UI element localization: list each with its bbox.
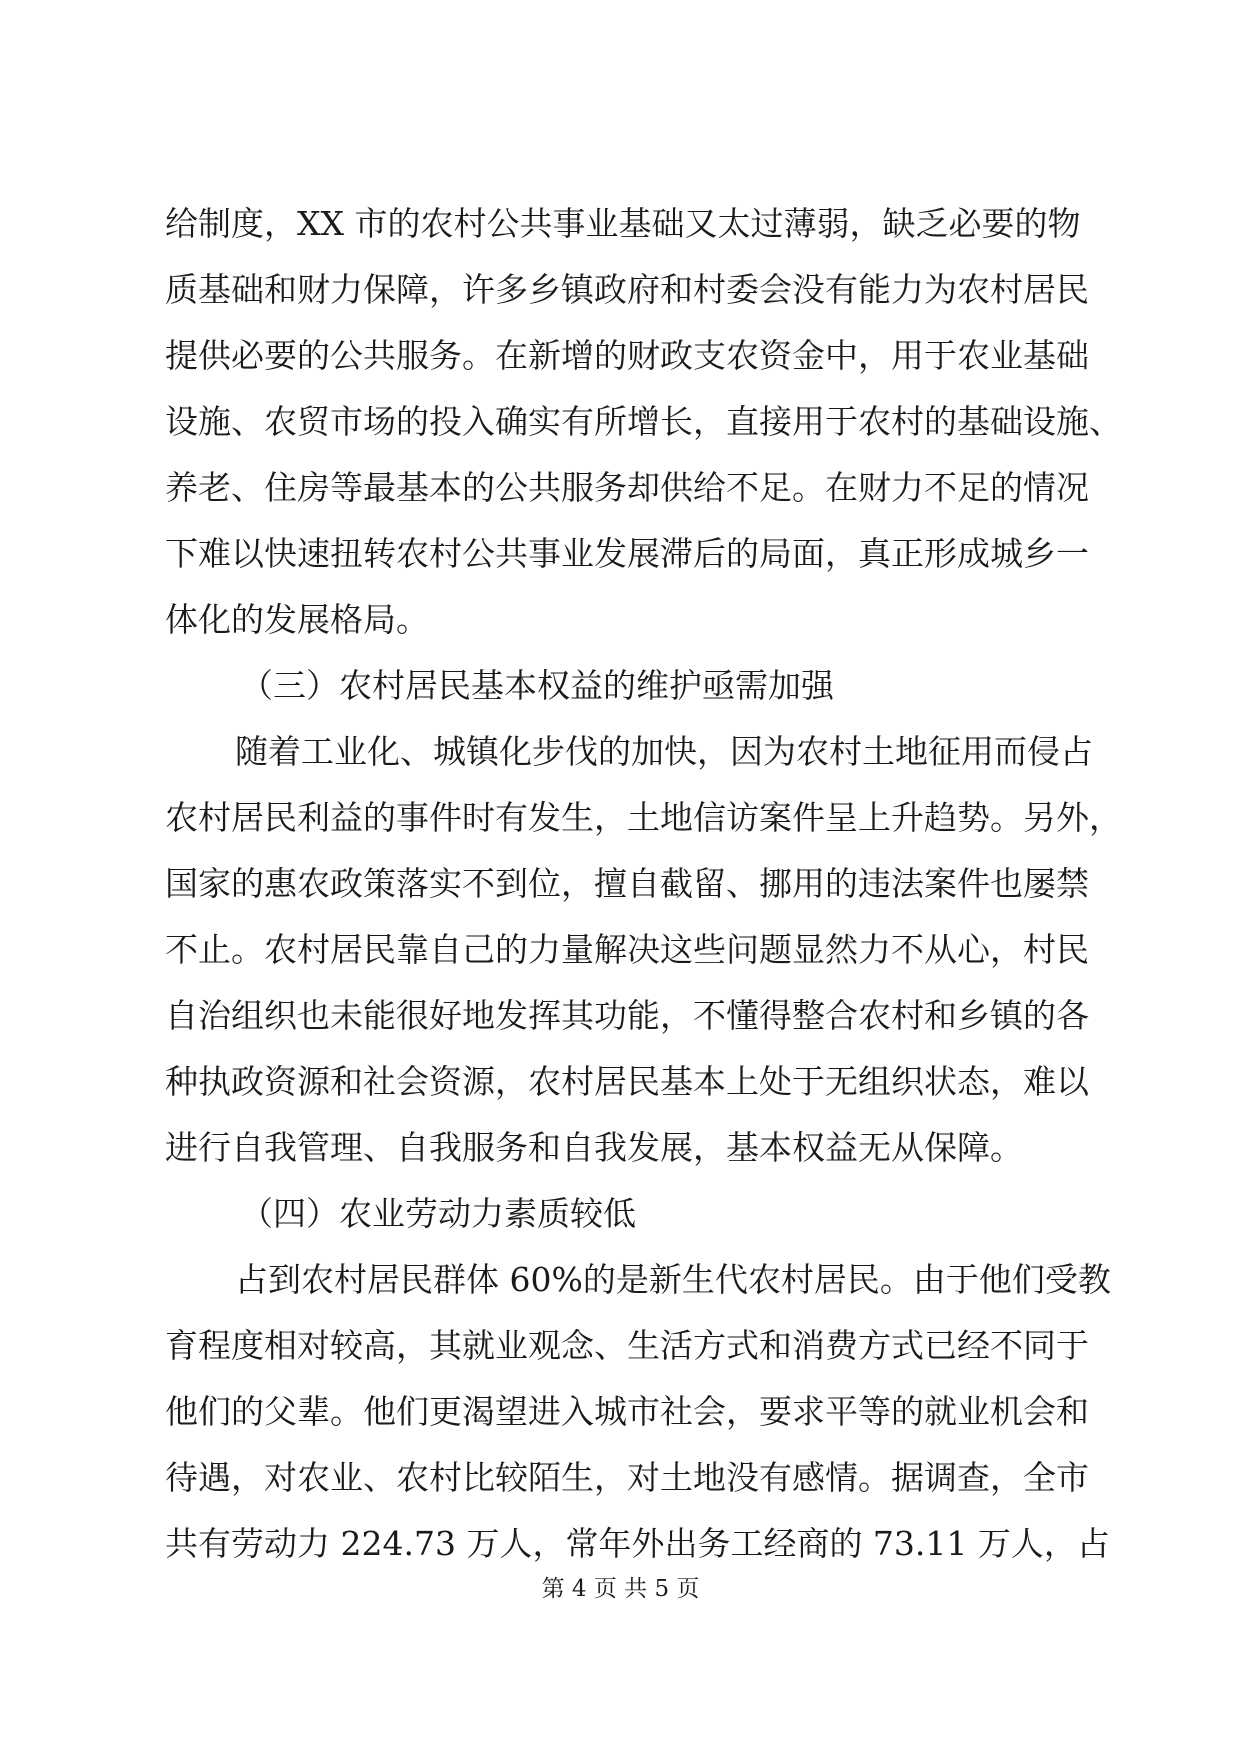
section-heading-3: （三）农村居民基本权益的维护亟需加强 [240, 666, 834, 705]
body-text-line: 下难以快速扭转农村公共事业发展滞后的局面，真正形成城乡一 [165, 534, 1089, 573]
body-text-line: 体化的发展格局。 [165, 600, 429, 639]
body-text-line: 质基础和财力保障，许多乡镇政府和村委会没有能力为农村居民 [165, 270, 1089, 309]
body-text-line: 待遇，对农业、农村比较陌生，对土地没有感情。据调查，全市 [165, 1458, 1089, 1497]
body-text-line: 随着工业化、城镇化步伐的加快，因为农村土地征用而侵占 [235, 732, 1093, 771]
body-text-line: 给制度，XX 市的农村公共事业基础又太过薄弱，缺乏必要的物 [165, 204, 1081, 243]
body-text-line: 种执政资源和社会资源，农村居民基本上处于无组织状态，难以 [165, 1062, 1089, 1101]
page-number-footer: 第 4 页 共 5 页 [541, 1576, 700, 1602]
body-text-line: 设施、农贸市场的投入确实有所增长，直接用于农村的基础设施、 [165, 402, 1122, 441]
body-text-line: 国家的惠农政策落实不到位，擅自截留、挪用的违法案件也屡禁 [165, 864, 1089, 903]
body-text-line: 共有劳动力 224.73 万人，常年外出务工经商的 73.11 万人，占 [165, 1524, 1110, 1563]
body-text-line: 不止。农村居民靠自己的力量解决这些问题显然力不从心，村民 [165, 930, 1089, 969]
body-text-line: 进行自我管理、自我服务和自我发展，基本权益无从保障。 [165, 1128, 1023, 1167]
body-text-line: 提供必要的公共服务。在新增的财政支农资金中，用于农业基础 [165, 336, 1089, 375]
body-text-line: 自治组织也未能很好地发挥其功能，不懂得整合农村和乡镇的各 [165, 996, 1089, 1035]
body-text-line: 占到农村居民群体 60%的是新生代农村居民。由于他们受教 [235, 1260, 1111, 1299]
body-text-line: 育程度相对较高，其就业观念、生活方式和消费方式已经不同于 [165, 1326, 1089, 1365]
body-text-line: 他们的父辈。他们更渴望进入城市社会，要求平等的就业机会和 [165, 1392, 1089, 1431]
body-text-line: 农村居民利益的事件时有发生，土地信访案件呈上升趋势。另外， [165, 798, 1122, 837]
section-heading-4: （四）农业劳动力素质较低 [240, 1194, 636, 1233]
body-text-line: 养老、住房等最基本的公共服务却供给不足。在财力不足的情况 [165, 468, 1089, 507]
